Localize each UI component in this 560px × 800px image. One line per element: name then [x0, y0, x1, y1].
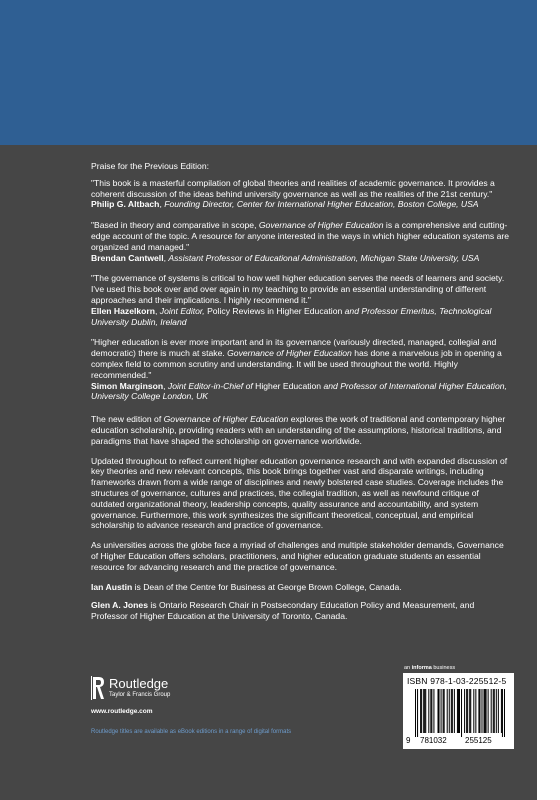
barcode-bar	[452, 689, 453, 733]
barcode-bar	[459, 689, 460, 733]
barcode-digit-group-2: 255125	[465, 736, 492, 745]
barcode-bar	[473, 689, 474, 733]
isbn-label: ISBN 978-1-03-225512-5	[407, 676, 507, 686]
journal-title: Policy Reviews in Higher Education	[204, 305, 345, 316]
reviewer-affiliation: Founding Director, Center for International Higher Education, Boston College, USA	[164, 199, 479, 210]
page-edge	[537, 0, 560, 800]
barcode-bar	[466, 689, 467, 733]
review-marginson	[91, 337, 511, 402]
barcode-bar	[415, 689, 416, 737]
publisher-website[interactable]: www.routledge.com	[91, 708, 153, 715]
reviewer-name: Brendan Cantwell	[91, 252, 164, 263]
ebook-note: Routledge titles are available as eBook editions in a range of digital formats	[91, 729, 292, 735]
review-attribution: Ellen Hazelkorn, Joint Editor, Policy Reviews in Higher Education and Professor Emeritus, Technological University Dublin, Ireland	[91, 305, 492, 327]
routledge-logo	[91, 675, 191, 710]
informa-business-label	[404, 665, 455, 671]
barcode-box	[403, 673, 514, 749]
back-cover-text	[91, 161, 511, 630]
barcode-bar	[451, 689, 452, 733]
barcode-bar	[439, 689, 440, 733]
barcode-bar	[485, 689, 486, 733]
author-bio-text: is Ontario Research Chair in Postsecondary Education Policy and Measurement, and Professor of Higher Education at the University of Toronto, Canada.	[91, 600, 475, 622]
barcode-bar	[464, 689, 465, 733]
publisher-name: Routledge	[109, 676, 169, 691]
barcode-bar	[430, 689, 431, 733]
barcode-bar	[486, 689, 487, 733]
reviewer-name: Ellen Hazelkorn	[91, 305, 155, 316]
barcode-digit-group-1: 781032	[420, 736, 447, 745]
review-altbach	[91, 178, 511, 210]
author-bio	[91, 582, 511, 593]
barcode-bar	[454, 689, 455, 733]
book-title-italic: Governance of Higher Education	[258, 220, 384, 231]
routledge-r-icon	[91, 675, 105, 701]
barcode-bar	[444, 689, 445, 733]
informa-brand: informa	[411, 665, 432, 671]
barcode-bar	[484, 689, 485, 733]
review-quote: "The governance of systems is critical to how well higher education serves the needs of learners and society. I've used this book over and over again in my teaching to provide an essential understanding of different approaches and their implications. I highly recommend it."	[91, 273, 505, 305]
author-name: Ian Austin	[91, 581, 133, 592]
review-quote	[91, 337, 511, 380]
affiliation-text: Joint Editor,	[159, 305, 205, 316]
informa-text: business	[431, 665, 456, 671]
barcode-bar	[479, 689, 480, 733]
barcode-bar	[449, 689, 450, 733]
review-attribution: Simon Marginson, Joint Editor-in-Chief of Higher Education and Professor of International Higher Education, University College London, UK	[91, 380, 507, 402]
barcode-bar	[469, 689, 470, 733]
barcode-bar	[504, 689, 505, 737]
barcode-bar	[421, 689, 422, 733]
book-title-italic: Governance of Higher Education	[227, 348, 352, 359]
review-cantwell	[91, 220, 511, 263]
barcode-bar	[488, 689, 489, 733]
barcode-bar	[481, 689, 482, 733]
barcode-bar	[443, 689, 444, 733]
barcode-bar	[428, 689, 429, 733]
barcode-bar	[501, 689, 502, 733]
barcode-bar	[417, 689, 418, 737]
barcode-bar	[467, 689, 468, 733]
description-paragraph: As universities across the globe face a myriad of challenges and multiple stakeholder demands, Governance of Higher Education offers scholars, practitioners, and higher education graduate students an essential resource for advancing research and the practice of governance.	[91, 540, 504, 572]
journal-title: Higher Education	[252, 380, 324, 391]
reviewer-name: Philip G. Altbach	[91, 199, 160, 210]
barcode-bar	[496, 689, 497, 733]
barcode-bar	[478, 689, 479, 733]
quote-text: "Based in theory and comparative in scope,	[91, 220, 259, 231]
barcode-bar	[425, 689, 426, 733]
review-quote	[91, 220, 511, 252]
barcode-bar	[423, 689, 424, 733]
review-hazelkorn	[91, 273, 511, 327]
affiliation-text: Joint Editor-in-Chief of	[167, 380, 253, 391]
blue-header-band	[0, 0, 537, 145]
barcode-bar	[424, 689, 425, 733]
barcode-bar	[502, 689, 503, 737]
description-paragraph: Updated throughout to reflect current higher education governance research and with expanded discussion of key theories and new relevant concepts, this book brings together vast and disparate writings, including frameworks drawn from a wide range of disciplines and newly bolstered case studies. Coverage includes the structures of governance, cultures and practices, the collegial tradition, as well as newfound critique of outdated organizational theory, leadership concepts, quality assurance and accountability, and system governance. Furthermore, this work synthesizes the significant theoretical, conceptual, and empirical scholarship to advance research and practice of governance.	[91, 455, 508, 531]
barcode-bar	[461, 689, 462, 737]
praise-heading: Praise for the Previous Edition:	[91, 161, 209, 171]
informa-text: an	[404, 665, 412, 671]
barcode-bar	[491, 689, 492, 733]
barcode-bar	[433, 689, 434, 733]
barcode-bar	[470, 689, 471, 733]
publisher-group: Taylor & Francis Group	[109, 692, 171, 698]
barcode-bar	[438, 689, 439, 733]
barcode-bar	[458, 689, 459, 733]
barcode-bar	[475, 689, 476, 733]
affiliation-text: and Professor Emeritus, Technological University Dublin, Ireland	[91, 305, 492, 327]
barcode-icon	[415, 689, 505, 737]
quote-text: "Higher education is ever more important and in its governance (variously directed, managed, collegial and democratic) there is much at stake.	[91, 337, 497, 359]
quote-text: has done a marvelous job in opening a complex field to common scrutiny and understanding. It will be used throughout the world. Highly recommended."	[91, 348, 502, 380]
barcode-bar	[420, 689, 421, 733]
reviewer-affiliation: Assistant Professor of Educational Administration, Michigan State University, USA	[168, 252, 480, 263]
description-text: explores the work of traditional and contemporary higher education scholarship, providing readers with an understanding of the assumptions, historical traditions, and paradigms that have shaped the scholarship on governance worldwide.	[91, 414, 506, 446]
barcode-bar	[447, 689, 448, 733]
author-name: Glen A. Jones	[91, 600, 148, 611]
review-attribution: Brendan Cantwell, Assistant Professor of Educational Administration, Michigan State University, USA	[91, 252, 480, 263]
description-text: The new edition of	[91, 414, 164, 425]
barcode-bar	[494, 689, 495, 733]
barcode-bar	[441, 689, 442, 733]
author-bio	[91, 600, 511, 622]
review-attribution: Philip G. Altbach, Founding Director, Center for International Higher Education, Boston College, USA	[91, 199, 479, 210]
quote-text: is a comprehensive and cutting-edge account of the topic. A resource for anyone interested in the ways in which higher education systems are organized and managed."	[91, 220, 509, 252]
reviewer-name: Simon Marginson	[91, 380, 164, 391]
back-cover-panel	[0, 145, 537, 800]
affiliation-text: and Professor of International Higher Education, University College London, UK	[91, 380, 507, 402]
barcode-bar	[493, 689, 494, 733]
barcode-bar	[498, 689, 499, 733]
barcode-bar	[457, 689, 458, 733]
description-paragraph	[91, 414, 511, 446]
review-quote: "This book is a masterful compilation of global theories and realities of academic governance. It provides a coherent discussion of the ideas behind university governance as well as the realities of the 21st century."	[91, 177, 495, 199]
author-bio-text: is Dean of the Centre for Business at George Brown College, Canada.	[132, 581, 402, 592]
barcode-digit-first: 9	[406, 736, 411, 745]
book-title-italic: Governance of Higher Education	[163, 414, 289, 425]
barcode-bar	[431, 689, 432, 733]
